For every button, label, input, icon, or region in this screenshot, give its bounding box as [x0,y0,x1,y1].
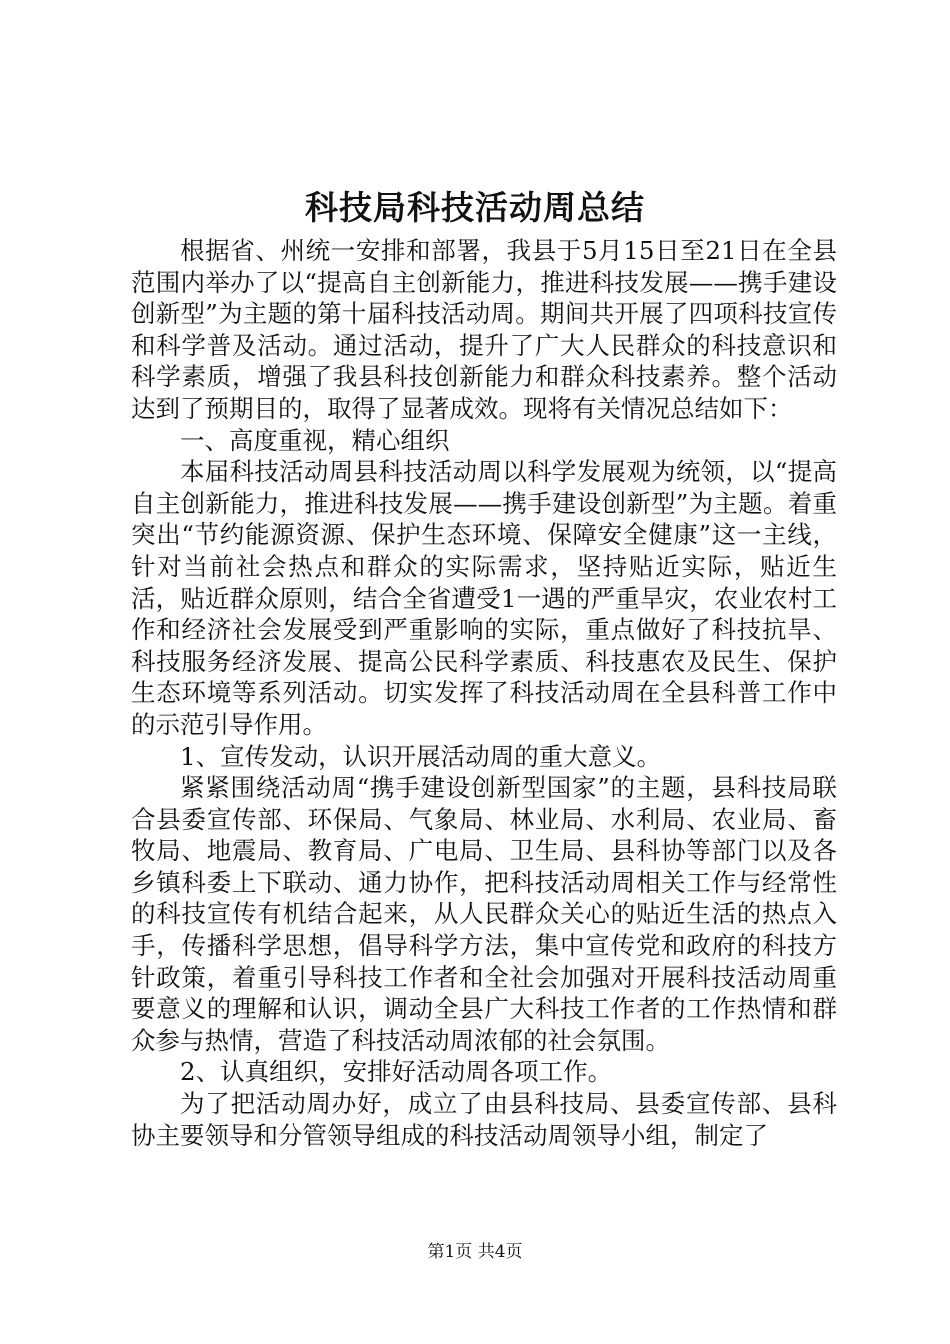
page-footer: 第1页 共4页 [427,1242,523,1262]
subheading-1: 1、宣传发动，认识开展活动周的重大意义。 [180,741,662,771]
paragraph-subsection-2: 为了把活动周办好，成立了由县科技局、县委宣传部、县科协主要领导和分管领导组成的科技活动周领导小组，制定了 [131,1089,837,1150]
document-body [131,235,837,1151]
paragraph-section-1: 本届科技活动周县科技活动周以科学发展观为统领，以“提高自主创新能力，推进科技发展——携手建设创新型”为主题。着重突出“节约能源资源、保护生态环境、保障安全健康”这一主线，针对当前社会热点和群众的实际需求，坚持贴近实际，贴近生活，贴近群众原则，结合全省遭受1一遇的严重旱灾，农业农村工作和经济社会发展受到严重影响的实际，重点做好了科技抗旱、科技服务经济发展、提高公民科学素质、科技惠农及民生、保护生态环境等系列活动。切实发挥了科技活动周在全县科普工作中的示范引导作用。 [131,457,837,739]
document-title: 科技局科技活动周总结 [305,188,645,227]
section-heading-1: 一、高度重视，精心组织 [180,425,450,455]
paragraph-subsection-1: 紧紧围绕活动周“携手建设创新型国家”的主题，县科技局联合县委宣传部、环保局、气象局、林业局、水利局、农业局、畜牧局、地震局、教育局、广电局、卫生局、县科协等部门以及各乡镇科委上下联动、通力协作，把科技活动周相关工作与经常性的科技宣传有机结合起来，从人民群众关心的贴近生活的热点入手，传播科学思想，倡导科学方法，集中宣传党和政府的科技方针政策，着重引导科技工作者和全社会加强对开展科技活动周重要意义的理解和认识，调动全县广大科技工作者的工作热情和群众参与热情，营造了科技活动周浓郁的社会氛围。 [131,773,837,1055]
subheading-2: 2、认真组织，安排好活动周各项工作。 [180,1057,613,1087]
paragraph-intro: 根据省、州统一安排和部署，我县于5月15日至21日在全县范围内举办了以“提高自主创新能力，推进科技发展——携手建设创新型”为主题的第十届科技活动周。期间共开展了四项科技宣传和科学普及活动。通过活动，提升了广大人民群众的科技意识和科学素质，增强了我县科技创新能力和群众科技素养。整个活动达到了预期目的，取得了显著成效。现将有关情况总结如下： [131,236,837,423]
